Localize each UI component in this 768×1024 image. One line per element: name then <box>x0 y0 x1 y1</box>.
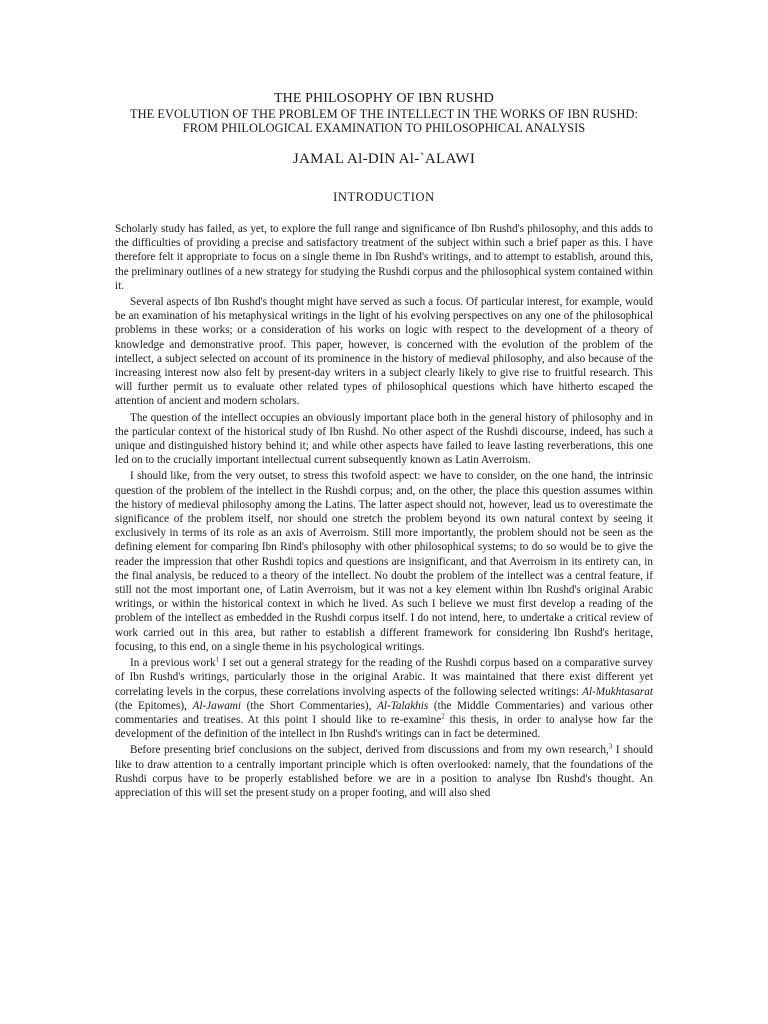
paragraph-5 <box>115 656 653 741</box>
paragraph-5-text-f: this thesis, in order to analyse how far the development of the definition of the intellect in Ibn Rushd's writings can in fact be determined. <box>115 713 653 741</box>
document-body <box>115 222 653 800</box>
paragraph-5-text-a: In a previous work <box>130 657 216 670</box>
footnote-ref-3: 3 <box>608 742 613 751</box>
document-subtitle-line-2: FROM PHILOLOGICAL EXAMINATION TO PHILOSOPHICAL ANALYSIS <box>182 121 586 135</box>
footnote-ref-2: 2 <box>441 712 445 721</box>
work-title-mukhtasarat: Al-Mukhtasarat <box>582 685 653 698</box>
paragraph-4: I should like, from the very outset, to stress this twofold aspect: we have to consider, on the one hand, the intrinsic question of the problem of the intellect in the Rushdi corpus; and, on the other, the place this question assumes within the history of medieval philosophy among the Latins. The latter aspect should not, however, lead us to overestimate the significance of the problem itself, nor should one stretch the problem beyond its own natural context by seeing it exclusively in terms of its role as an axis of Averroism. Still more importantly, the problem should not be seen as the defining element for comparing Ibn Rind's philosophy with other philosophical systems; to do so would be to give the reader the impression that other Rushdi topics and questions are insignificant, and that Averroism in its entirety can, in the final analysis, be reduced to a theory of the intellect. No doubt the problem of the intellect was a central feature, if still not the most important one, of Latin Averroism, but it was not a key element within Ibn Rushd's original Arabic writings, or within the historical context in which he lived. As such I believe we must first develop a reading of the problem of the intellect as embedded in the Rushdi corpus itself. I do not intend, here, to undertake a critical review of work carried out in this area, but rather to establish a different framework for considering Ibn Rushd's heritage, focusing, to this end, on a single theme in his psychological writings. <box>115 470 653 653</box>
paragraph-5-text-d: (the Short Commentaries), <box>241 699 378 712</box>
document-title: THE PHILOSOPHY OF IBN RUSHD <box>274 91 494 106</box>
work-title-jawami: Al-Jawami <box>192 699 241 712</box>
paragraph-2: Several aspects of Ibn Rushd's thought might have served as such a focus. Of particular interest, for example, would be an examination of his metaphysical writings in the light of his evolving perspectives on any one of the philosophical problems in these works; or a consideration of his works on logic with respect to the development of a theory of knowledge and demonstrative proof. This paper, however, is concerned with the evolution of the problem of the intellect, a subject selected on account of its prominence in the history of medieval philosophy, and also because of the increasing interest now also felt by present-day writers in a subject clearly likely to give rise to fruitful research. This will further permit us to evaluate other related types of philosophical questions which have hitherto escaped the attention of ancient and modern scholars. <box>115 296 653 408</box>
paragraph-6 <box>115 743 653 800</box>
paragraph-3: The question of the intellect occupies an obviously important place both in the general history of philosophy and in the particular context of the historical study of Ibn Rushd. No other aspect of the Rushdi discourse, indeed, has such a unique and distinguished history behind it; and while other aspects have failed to leave lasting reverberations, this one led on to the crucially important intellectual current subsequently known as Latin Averroism. <box>115 411 653 467</box>
paragraph-6-text-b: I should like to draw attention to a centrally important principle which is often overlooked: namely, that the foundations of the Rushdi corpus have to be properly established before we are in a position to analyse Ibn Rushd's thought. An appreciation of this will set the present study on a proper footing, and will also shed <box>115 744 654 799</box>
document-subtitle-line-1: THE EVOLUTION OF THE PROBLEM OF THE INTELLECT IN THE WORKS OF IBN RUSHD: <box>129 107 639 121</box>
footnote-ref-1: 1 <box>215 655 220 664</box>
paragraph-6-text-a: Before presenting brief conclusions on the subject, derived from discussions and from my own research, <box>130 744 609 757</box>
paragraph-1: Scholarly study has failed, as yet, to explore the full range and significance of Ibn Rushd's philosophy, and this adds to the difficulties of providing a precise and satisfactory treatment of the subject within such a brief paper as this. I have therefore felt it appropriate to focus on a single theme in Ibn Rushd's writings, and to attempt to establish, around this, the preliminary outlines of a new strategy for studying the Rushdi corpus and the philosophical system contained within it. <box>115 223 653 292</box>
paragraph-5-text-b: I set out a general strategy for the reading of the Rushdi corpus based on a comparative survey of Ibn Rushd's writings, particularly those in the original Arabic. It was maintained that there exist different yet correlating levels in the corpus, these correlations involving aspects of the following selected writings: <box>115 657 654 698</box>
paragraph-5-text-e: (the Middle Commentaries) and various other commentaries and treatises. At this point I should like to re-examine <box>115 699 653 726</box>
author-name: JAMAL Al-DIN Al-`ALAWI <box>292 151 476 167</box>
paragraph-5-text-c: (the Epitomes), <box>115 699 193 712</box>
work-title-talakhis: Al-Talakhis <box>377 699 429 712</box>
section-heading: INTRODUCTION <box>333 190 435 204</box>
